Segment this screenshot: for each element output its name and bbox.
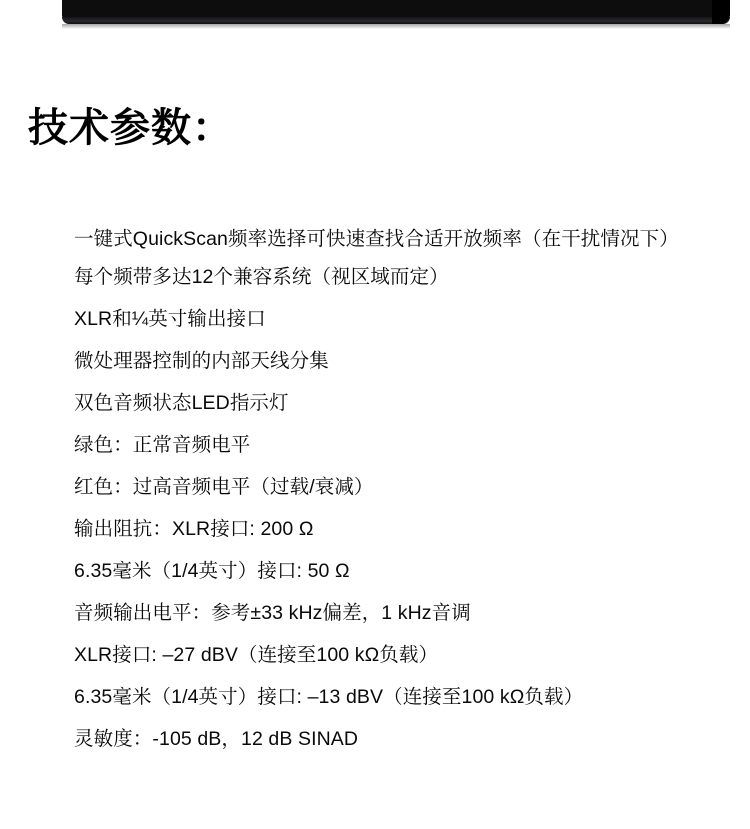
device-shadow <box>62 24 730 29</box>
list-item: 红色：过高音频电平（过载/衰减） <box>74 476 374 499</box>
list-item: XLR和¼英寸输出接口 <box>74 308 266 331</box>
list-item: 6.35毫米（1/4英寸）接口: –13 dBV（连接至100 kΩ负载） <box>74 686 584 709</box>
spec-list <box>74 224 714 772</box>
list-item: 输出阻抗：XLR接口: 200 Ω <box>74 518 314 541</box>
list-item: 微处理器控制的内部天线分集 <box>74 350 329 373</box>
list-item: 双色音频状态LED指示灯 <box>74 392 289 415</box>
list-item: 每个频带多达12个兼容系统（视区域而定） <box>74 266 449 289</box>
page-title: 技术参数： <box>28 106 233 150</box>
product-photo-strip <box>0 0 750 34</box>
list-item: 6.35毫米（1/4英寸）接口: 50 Ω <box>74 560 350 583</box>
device-right-edge <box>712 0 730 24</box>
list-item: XLR接口: –27 dBV（连接至100 kΩ负载） <box>74 644 439 667</box>
list-item: 绿色：正常音频电平 <box>74 434 251 457</box>
list-item: 灵敏度：-105 dB，12 dB SINAD <box>74 728 359 751</box>
device-front-panel <box>62 0 730 24</box>
list-item: 一键式QuickScan频率选择可快速查找合适开放频率（在干扰情况下） <box>74 228 679 250</box>
list-item: 音频输出电平：参考±33 kHz偏差，1 kHz音调 <box>74 602 471 625</box>
